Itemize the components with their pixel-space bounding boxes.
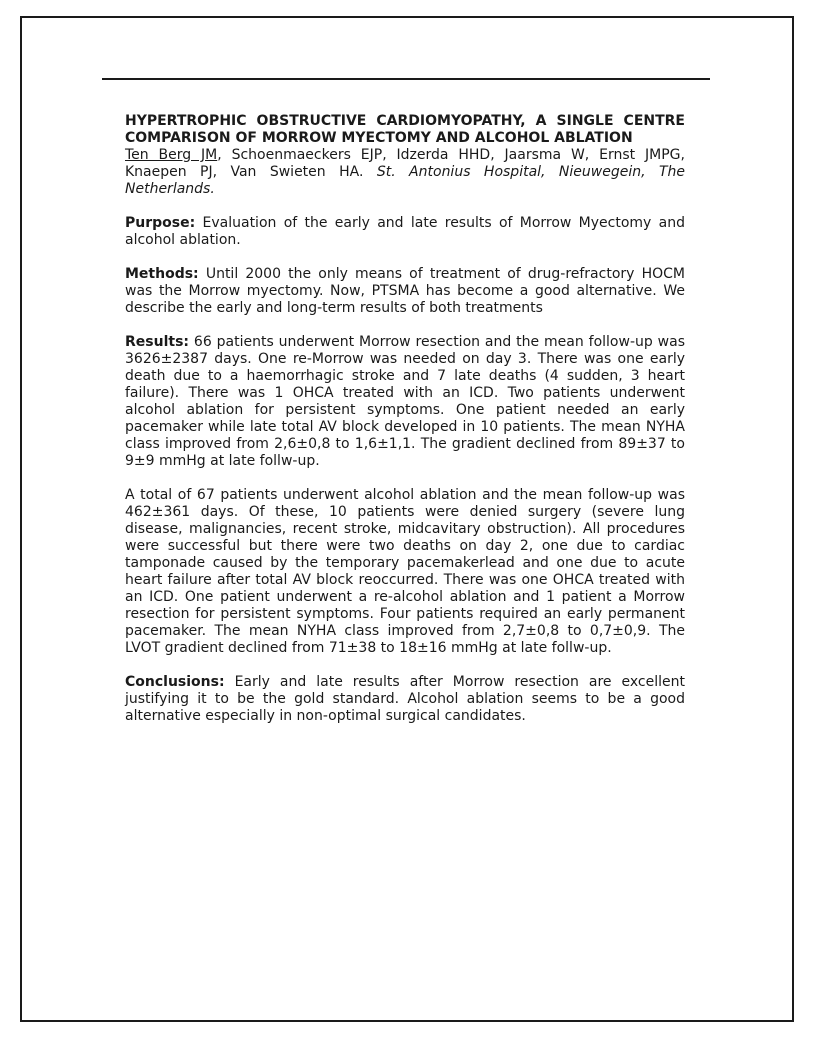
results-text: 66 patients underwent Morrow resection and the mean follow-up was 3626±2387 days. One re-Morrow was needed on day 3. There was one early death due to a haemorrhagic stroke and 7 late deaths (4 sudden, 3 heart failure). There was 1 OHCA treated with an ICD. Two patients underwent alcohol ablation for persistent symptoms. One patient needed an early pacemaker while late total AV block developed in 10 patients. The mean NYHA class improved from 2,6±0,8 to 1,6±1,1. The gradient declined from 89±37 to 9±9 mmHg at late follw-up. xyxy=(125,334,685,469)
results-label: Results: xyxy=(125,334,189,350)
purpose-paragraph xyxy=(125,215,685,249)
author-line xyxy=(125,147,685,198)
results-paragraph xyxy=(125,334,685,470)
methods-text: Until 2000 the only means of treatment of drug-refractory HOCM was the Morrow myectomy. Now, PTSMA has become a good alternative. We describe the early and long-term results of both treatments xyxy=(125,266,685,316)
methods-paragraph xyxy=(125,266,685,317)
conclusions-paragraph xyxy=(125,674,685,725)
purpose-label: Purpose: xyxy=(125,215,196,231)
institution: St. Antonius Hospital, Nieuwegein, The Netherlands. xyxy=(125,164,685,197)
header-rule xyxy=(102,78,710,80)
coauthors: , Schoenmaeckers EJP, Idzerda HHD, Jaarsma W, Ernst JMPG, Knaepen PJ, Van Swieten HA. xyxy=(125,147,685,180)
conclusions-text: Early and late results after Morrow resection are excellent justifying it to be the gold standard. Alcohol ablation seems to be a good alternative especially in non-optimal surgical candidates. xyxy=(125,674,685,724)
abstract-title: HYPERTROPHIC OBSTRUCTIVE CARDIOMYOPATHY, A SINGLE CENTRE COMPARISON OF MORROW MYECTOMY AND ALCOHOL ABLATION xyxy=(125,113,685,146)
conclusions-label: Conclusions: xyxy=(125,674,225,690)
presenting-author: Ten Berg JM xyxy=(125,147,218,163)
purpose-text: Evaluation of the early and late results of Morrow Myectomy and alcohol ablation. xyxy=(125,215,685,248)
results-ablation-paragraph: A total of 67 patients underwent alcohol ablation and the mean follow-up was 462±361 days. Of these, 10 patients were denied surgery (severe lung disease, malignancies, recent stroke, midcavitary obstruction). All procedures were successful but there were two deaths on day 2, one due to cardiac tamponade caused by the temporary pacemakerlead and one due to acute heart failure after total AV block reoccurred. There was one OHCA treated with an ICD. One patient underwent a re-alcohol ablation and 1 patient a Morrow resection for persistent symptoms. Four patients required an early permanent pacemaker. The mean NYHA class improved from 2,7±0,8 to 0,7±0,9. The LVOT gradient declined from 71±38 to 18±16 mmHg at late follw-up. xyxy=(125,487,685,656)
methods-label: Methods: xyxy=(125,266,199,282)
abstract xyxy=(125,113,685,725)
